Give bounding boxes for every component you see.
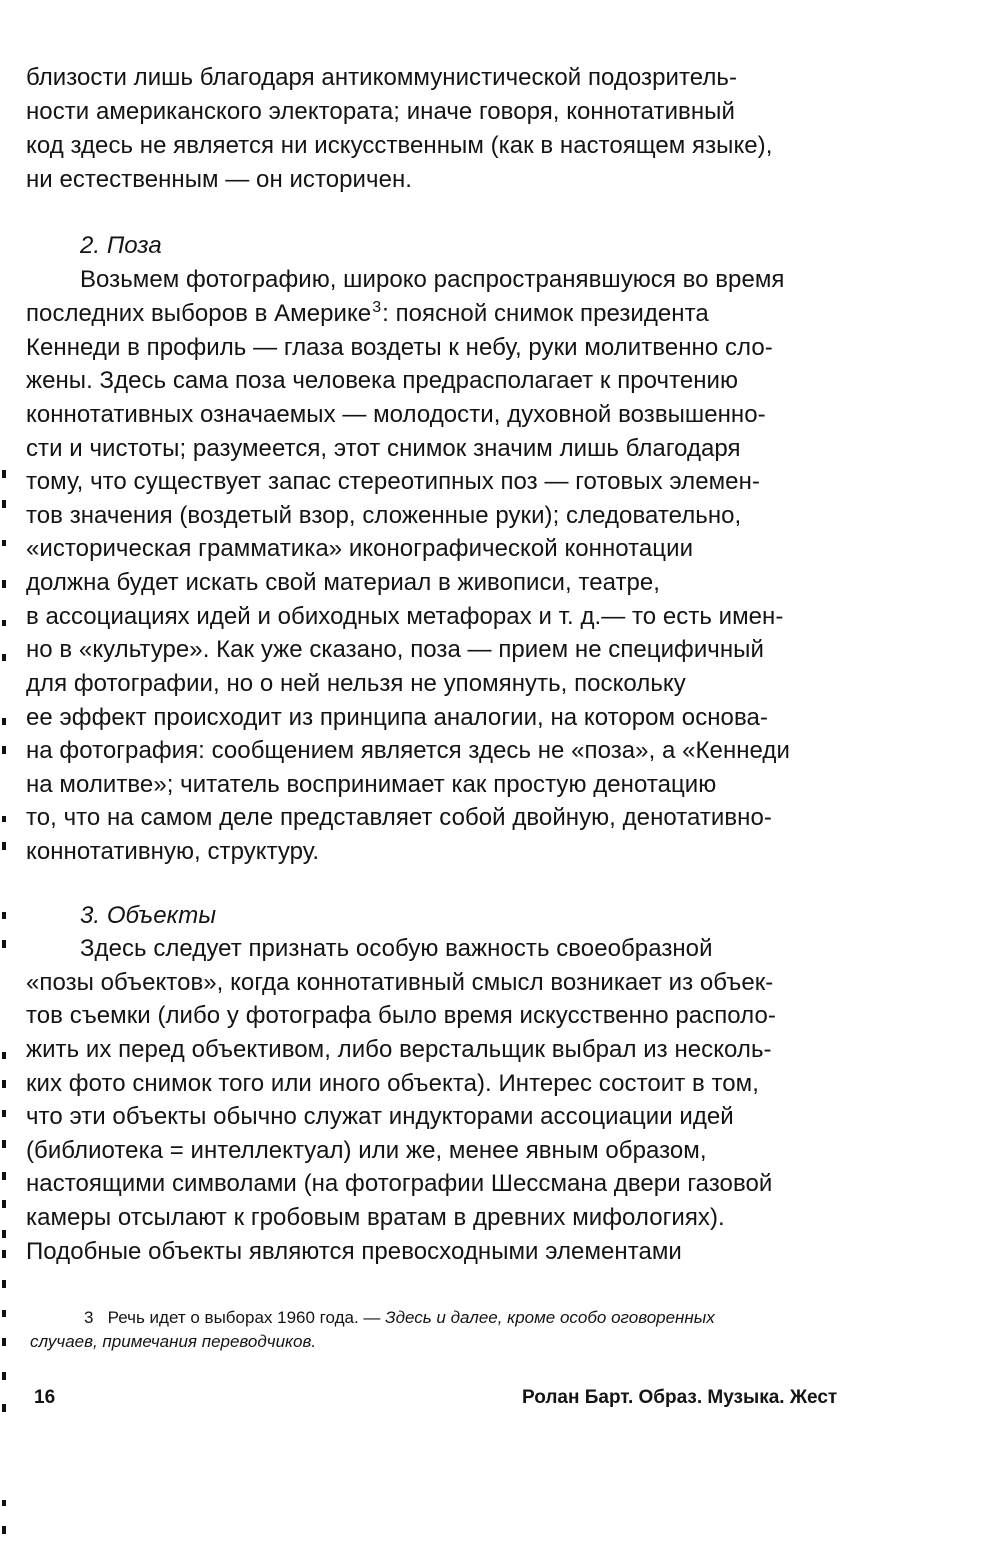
scan-mark bbox=[2, 1500, 6, 1506]
scan-mark bbox=[2, 1110, 6, 1117]
footnote bbox=[84, 1306, 715, 1330]
scan-mark bbox=[2, 1526, 6, 1534]
text-line: на фотография: сообщением является здесь не «поза», а «Кеннеди bbox=[26, 737, 790, 764]
text-line: что эти объекты обычно служат индукторами ассоциации идей bbox=[26, 1103, 734, 1130]
scan-mark bbox=[2, 1172, 6, 1180]
text-fragment: последних выборов в Америке bbox=[26, 300, 372, 327]
scan-mark bbox=[2, 500, 6, 508]
text-line: для фотографии, но о ней нельзя не упомянуть, поскольку bbox=[26, 670, 686, 697]
running-title: Ролан Барт. Образ. Музыка. Жест bbox=[522, 1387, 838, 1408]
footnote-text: Речь идет о выборах 1960 года. — bbox=[107, 1308, 381, 1327]
scan-mark bbox=[2, 654, 6, 661]
text-line: тов значения (воздетый взор, сложенные руки); следовательно, bbox=[26, 502, 742, 529]
text-line: ких фото снимок того или иного объекта). Интерес состоит в том, bbox=[26, 1070, 759, 1097]
scan-mark bbox=[2, 580, 6, 588]
scan-mark bbox=[2, 1404, 6, 1412]
scan-mark bbox=[2, 816, 6, 822]
scan-mark bbox=[2, 1280, 6, 1288]
scan-mark bbox=[2, 620, 6, 626]
scan-mark bbox=[2, 842, 6, 850]
scan-mark bbox=[2, 540, 6, 546]
text-line: Здесь следует признать особую важность своеобразной bbox=[80, 935, 713, 962]
text-line: код здесь не является ни искусственным (как в настоящем языке), bbox=[26, 132, 773, 159]
footnote-italic-text: Здесь и далее, кроме особо оговоренных bbox=[385, 1308, 715, 1327]
scan-mark bbox=[2, 1200, 6, 1208]
text-line: Подобные объекты являются превосходными элементами bbox=[26, 1238, 682, 1265]
text-line: коннотативную, структуру. bbox=[26, 838, 320, 865]
text-line: Кеннеди в профиль — глаза воздеты к небу, руки молитвенно сло- bbox=[26, 334, 773, 361]
text-line: близости лишь благодаря антикоммунистической подозритель- bbox=[26, 64, 737, 91]
text-line: в ассоциациях идей и обиходных метафорах и т. д.— то есть имен- bbox=[26, 603, 784, 630]
text-line: «позы объектов», когда коннотативный смысл возникает из объек- bbox=[26, 969, 774, 996]
scan-mark bbox=[2, 746, 6, 754]
footnote-reference: 3 bbox=[372, 299, 382, 316]
footnote-continuation: случаев, примечания переводчиков. bbox=[30, 1332, 317, 1351]
section-heading-objects: 3. Объекты bbox=[80, 902, 217, 929]
scan-mark bbox=[2, 1140, 6, 1148]
scan-mark bbox=[2, 1230, 6, 1238]
text-line: Возьмем фотографию, широко распространявшуюся во время bbox=[80, 266, 785, 293]
scan-mark bbox=[2, 1372, 6, 1380]
text-line: тов съемки (либо у фотографа было время искусственно располо- bbox=[26, 1002, 776, 1029]
scan-mark bbox=[2, 1310, 6, 1317]
scan-mark bbox=[2, 912, 6, 919]
scan-mark bbox=[2, 1052, 6, 1059]
text-line: «историческая грамматика» иконографической коннотации bbox=[26, 535, 694, 562]
scan-mark bbox=[2, 1080, 6, 1088]
text-line: коннотативных означаемых — молодости, духовной возвышенно- bbox=[26, 401, 766, 428]
text-line: жить их перед объективом, либо верстальщик выбрал из несколь- bbox=[26, 1036, 772, 1063]
text-line: ни естественным — он историчен. bbox=[26, 166, 412, 193]
text-line: на молитве»; читатель воспринимает как простую денотацию bbox=[26, 771, 717, 798]
scan-mark bbox=[2, 1338, 6, 1346]
section-heading-pose: 2. Поза bbox=[80, 232, 162, 259]
text-line: но в «культуре». Как уже сказано, поза — прием не специфичный bbox=[26, 636, 764, 663]
text-line: то, что на самом деле представляет собой двойную, денотативно- bbox=[26, 804, 772, 831]
scan-mark bbox=[2, 940, 6, 948]
text-line: камеры отсылают к гробовым вратам в древних мифологиях). bbox=[26, 1204, 725, 1231]
text-line-with-footnote bbox=[26, 297, 709, 334]
text-line: тому, что существует запас стереотипных поз — готовых элемен- bbox=[26, 468, 760, 495]
text-line: настоящими символами (на фотографии Шессмана двери газовой bbox=[26, 1170, 773, 1197]
footnote-number: 3 bbox=[84, 1308, 94, 1327]
scan-mark bbox=[2, 1250, 6, 1258]
text-line: сти и чистоты; разумеется, этот снимок значим лишь благодаря bbox=[26, 435, 741, 462]
page-number: 16 bbox=[34, 1387, 56, 1408]
text-line: должна будет искать свой материал в живописи, театре, bbox=[26, 569, 661, 596]
text-line: ности американского электората; иначе говоря, коннотативный bbox=[26, 98, 735, 125]
text-fragment: : поясной снимок президента bbox=[382, 300, 709, 327]
text-line: жены. Здесь сама поза человека предрасполагает к прочтению bbox=[26, 367, 739, 394]
text-line: (библиотека = интеллектуал) или же, менее явным образом, bbox=[26, 1137, 707, 1164]
text-line: ее эффект происходит из принципа аналогии, на котором основа- bbox=[26, 704, 768, 731]
scan-mark bbox=[2, 718, 6, 725]
scan-mark bbox=[2, 470, 6, 478]
